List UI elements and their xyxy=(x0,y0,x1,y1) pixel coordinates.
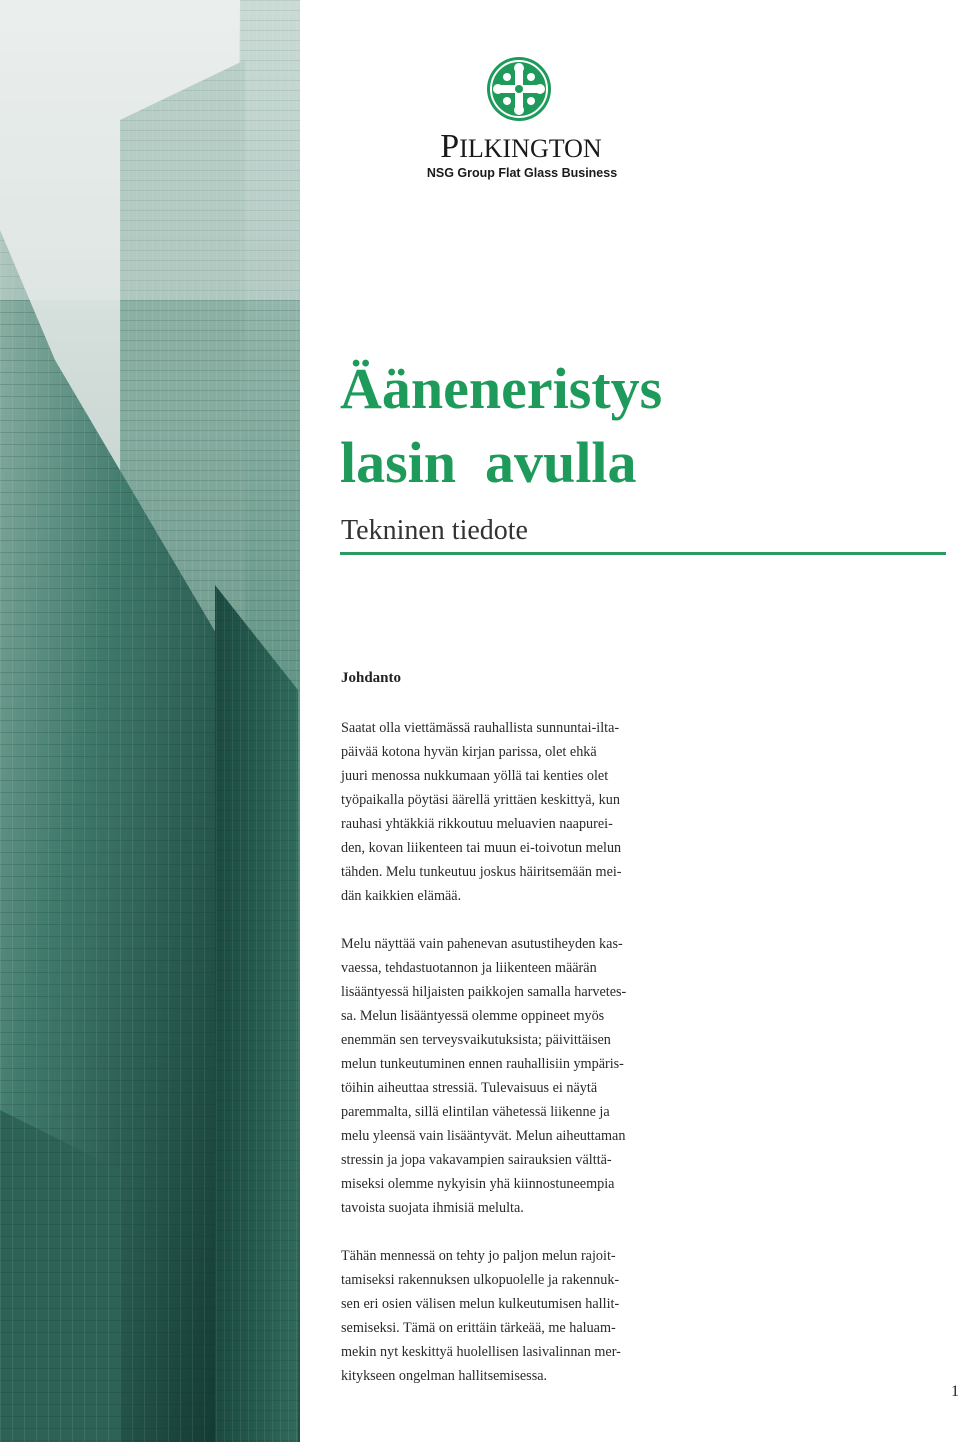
text-line: tähden. Melu tunkeutuu joskus häiritsemään mei- xyxy=(341,864,622,880)
text-line: vaessa, tehdastuotannon ja liikenteen määrän xyxy=(341,960,597,976)
logo-tagline: NSG Group Flat Glass Business xyxy=(426,166,618,180)
text-line: tamiseksi rakennuksen ulkopuolelle ja rakennuk- xyxy=(341,1272,620,1288)
text-line: den, kovan liikenteen tai muun ei-toivotun melun xyxy=(341,840,622,856)
text-line: Tähän mennessä on tehty jo paljon melun rajoit- xyxy=(341,1248,616,1264)
text-line: kitykseen ongelman hallitsemisessa. xyxy=(341,1368,548,1384)
text-line: päivää kotona hyvän kirjan parissa, olet ehkä xyxy=(341,744,597,760)
section-heading: Johdanto xyxy=(341,670,402,686)
title-line: Ääneneristys xyxy=(340,356,663,421)
text-line: Melu näyttää vain pahenevan asutustiheyden kas- xyxy=(341,936,623,952)
text-line: stressin ja jopa vakavampien sairauksien välttä- xyxy=(341,1152,612,1168)
logo-wordmark: PILKINGTON xyxy=(440,128,602,165)
paragraph-1 xyxy=(341,716,659,908)
text-line: enemmän sen terveysvaikutuksista; päivittäisen xyxy=(341,1032,611,1048)
text-line: sen eri osien välisen melun kulkeutumisen hallit- xyxy=(341,1296,620,1312)
text-line: työpaikalla pöytäsi äärellä yrittäen keskittyä, kun xyxy=(341,792,620,808)
text-line: melun tunkeutuminen ennen rauhallisiin ympäris- xyxy=(341,1056,624,1072)
paragraph-2 xyxy=(341,932,659,1220)
text-line: semiseksi. Tämä on erittäin tärkeää, me haluam- xyxy=(341,1320,616,1336)
text-line: miseksi olemme nykyisin yhä kiinnostuneempia xyxy=(341,1176,615,1192)
document-subtitle: Tekninen tiedote xyxy=(341,515,528,546)
page-number: 1 xyxy=(951,1383,959,1400)
title-line: lasin avulla xyxy=(340,430,637,495)
text-line: Saatat olla viettämässä rauhallista sunnuntai-ilta- xyxy=(341,720,620,736)
pilkington-logo xyxy=(418,56,624,184)
text-line: töihin aiheuttaa stressiä. Tulevaisuus ei näytä xyxy=(341,1080,598,1096)
text-line: sa. Melun lisääntyessä olemme oppineet myös xyxy=(341,1008,605,1024)
pilkington-emblem-icon xyxy=(486,56,552,122)
text-line: tavoista suojata ihmisiä melulta. xyxy=(341,1200,524,1216)
paragraph-3 xyxy=(341,1244,659,1388)
text-line: dän kaikkien elämää. xyxy=(341,888,462,904)
text-line: rauhasi yhtäkkiä rikkoutuu meluavien naapurei- xyxy=(341,816,613,832)
text-line: lisääntyessä hiljaisten paikkojen samalla harvetes- xyxy=(341,984,627,1000)
text-line: melu yleensä vain lisääntyvät. Melun aiheuttaman xyxy=(341,1128,626,1144)
cover-photo-skyscrapers xyxy=(0,0,300,1442)
text-line: juuri menossa nukkumaan yöllä tai kenties olet xyxy=(341,768,609,784)
title-divider xyxy=(340,552,946,555)
text-line: paremmalta, sillä elintilan vähetessä liikenne ja xyxy=(341,1104,610,1120)
document-title xyxy=(340,352,662,500)
text-line: mekin nyt keskittyä huolellisen lasivalinnan mer- xyxy=(341,1344,621,1360)
